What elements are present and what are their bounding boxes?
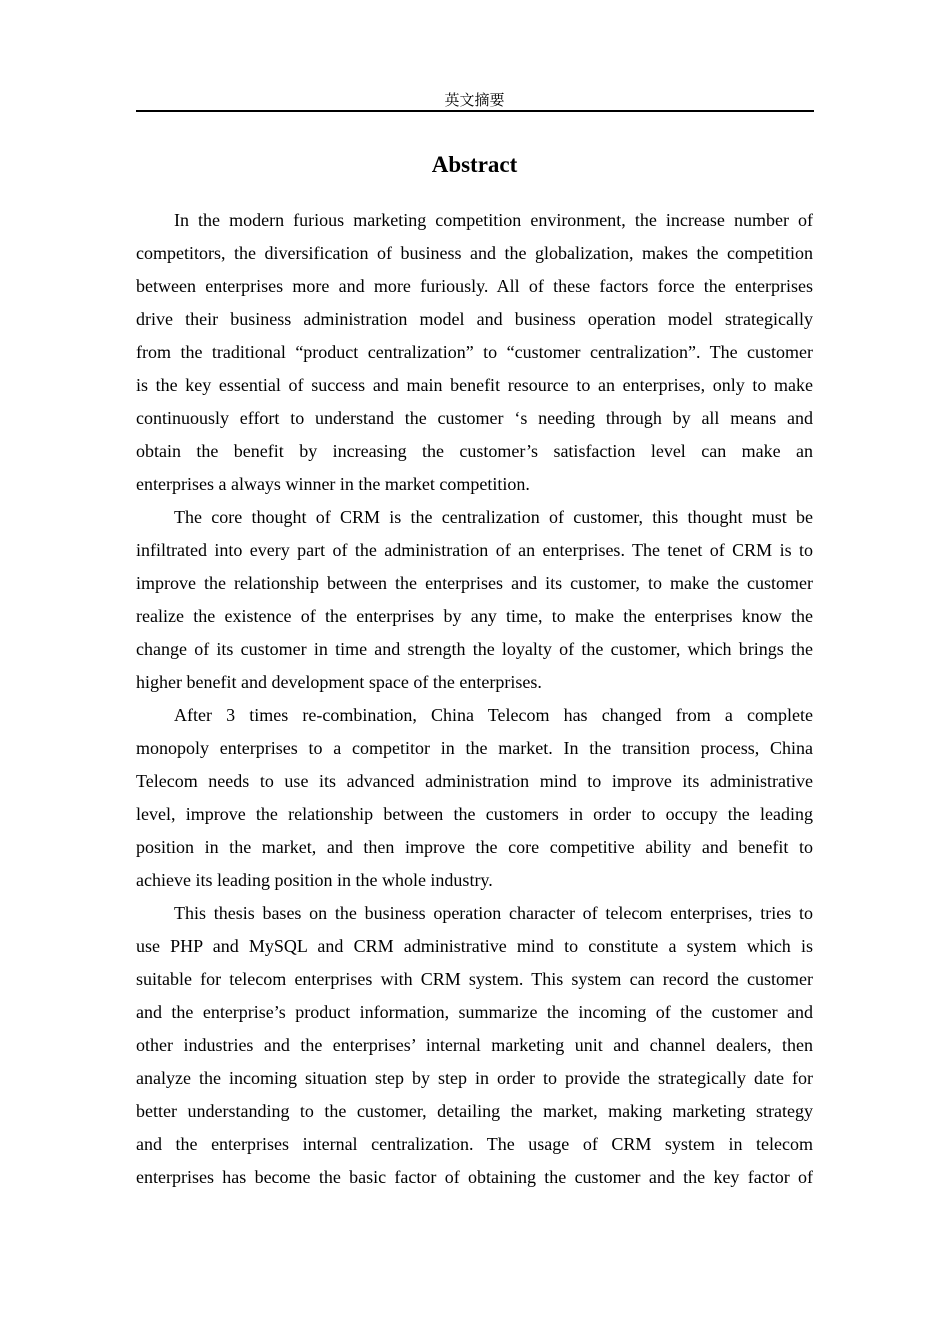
text-line: competitors, the diversification of business and the globalization, makes the competition xyxy=(136,243,813,263)
text-line: monopoly enterprises to a competitor in the market. In the transition process, China xyxy=(136,738,813,758)
paragraph xyxy=(136,897,813,1194)
text-line: improve the relationship between the enterprises and its customer, to make the customer xyxy=(136,573,813,593)
text-line: other industries and the enterprises’ internal marketing unit and channel dealers, then xyxy=(136,1035,813,1055)
text-line: In the modern furious marketing competition environment, the increase number of xyxy=(174,210,813,230)
text-line: This thesis bases on the business operation character of telecom enterprises, tries to xyxy=(174,903,813,923)
running-header: 英文摘要 xyxy=(444,91,505,109)
text-line: between enterprises more and more furiously. All of these factors force the enterprises xyxy=(136,276,813,296)
text-line: enterprises has become the basic factor of obtaining the customer and the key factor of xyxy=(136,1167,813,1187)
text-line: level, improve the relationship between the customers in order to occupy the leading xyxy=(136,804,813,824)
text-line: achieve its leading position in the whole industry. xyxy=(136,870,493,890)
text-line: and the enterprises internal centralization. The usage of CRM system in telecom xyxy=(136,1134,813,1154)
text-line: After 3 times re-combination, China Telecom has changed from a complete xyxy=(174,705,813,725)
text-line: Telecom needs to use its advanced administration mind to improve its administrative xyxy=(136,771,813,791)
paragraph xyxy=(136,204,813,501)
text-line: higher benefit and development space of the enterprises. xyxy=(136,672,542,692)
text-line: use PHP and MySQL and CRM administrative mind to constitute a system which is xyxy=(136,936,813,956)
text-line: change of its customer in time and strength the loyalty of the customer, which brings the xyxy=(136,639,813,659)
text-line: infiltrated into every part of the administration of an enterprises. The tenet of CRM is to xyxy=(136,540,813,560)
text-line: analyze the incoming situation step by step in order to provide the strategically date for xyxy=(136,1068,813,1088)
text-line: and the enterprise’s product information, summarize the incoming of the customer and xyxy=(136,1002,813,1022)
text-line: from the traditional “product centralization” to “customer centralization”. The customer xyxy=(136,342,813,362)
text-line: drive their business administration model and business operation model strategically xyxy=(136,309,813,329)
text-line: better understanding to the customer, detailing the market, making marketing strategy xyxy=(136,1101,813,1121)
text-line: enterprises a always winner in the market competition. xyxy=(136,474,530,494)
paragraph xyxy=(136,699,813,897)
abstract-body xyxy=(136,204,813,1194)
paragraph xyxy=(136,501,813,699)
text-line: position in the market, and then improve the core competitive ability and benefit to xyxy=(136,837,813,857)
text-line: The core thought of CRM is the centralization of customer, this thought must be xyxy=(174,507,813,527)
page-title: Abstract xyxy=(431,152,518,177)
text-line: continuously effort to understand the customer ‘s needing through by all means and xyxy=(136,408,813,428)
header-rule xyxy=(136,110,814,112)
text-line: is the key essential of success and main benefit resource to an enterprises, only to make xyxy=(136,375,813,395)
text-line: realize the existence of the enterprises by any time, to make the enterprises know the xyxy=(136,606,813,626)
text-line: obtain the benefit by increasing the customer’s satisfaction level can make an xyxy=(136,441,813,461)
text-line: suitable for telecom enterprises with CRM system. This system can record the customer xyxy=(136,969,813,989)
